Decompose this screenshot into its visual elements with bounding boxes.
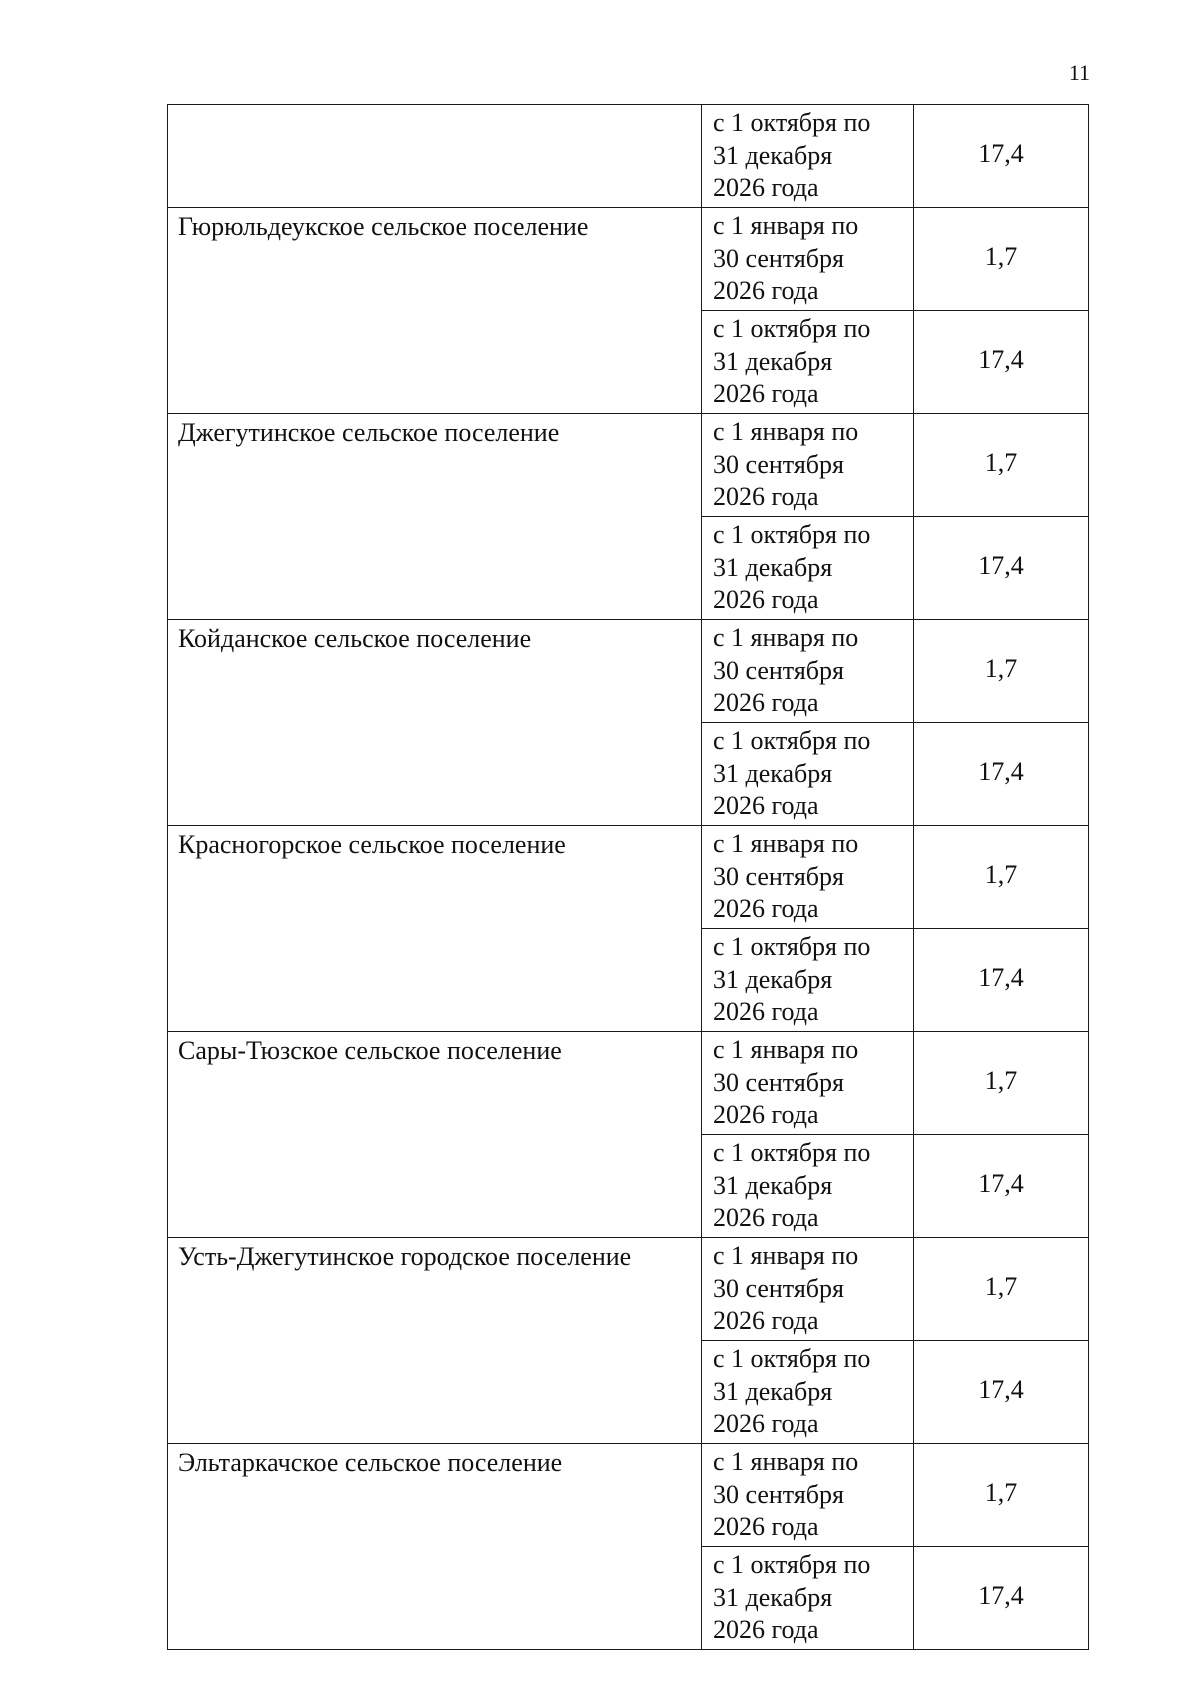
period-line: 30 сентября — [713, 655, 844, 685]
value-cell: 1,7 — [914, 620, 1089, 723]
period-line: с 1 октября по — [713, 314, 871, 343]
settlement-name: Койданское сельское поселение — [168, 620, 702, 826]
table-row — [168, 620, 1089, 723]
period-line: с 1 января по — [713, 1035, 859, 1064]
period-cell — [702, 1341, 914, 1444]
period-line: 2026 года — [713, 379, 819, 408]
period-line: с 1 октября по — [713, 1138, 871, 1167]
period-cell — [702, 105, 914, 208]
period-line: с 1 октября по — [713, 932, 871, 961]
period-cell — [702, 1135, 914, 1238]
value-cell: 1,7 — [914, 1238, 1089, 1341]
period-line: 31 декабря — [713, 1170, 833, 1200]
settlement-name-continued — [168, 105, 702, 208]
settlement-name: Сары-Тюзское сельское поселение — [168, 1032, 702, 1238]
period-line: 2026 года — [713, 173, 819, 202]
period-line: 31 декабря — [713, 552, 833, 582]
period-line: с 1 октября по — [713, 520, 871, 549]
period-line: 2026 года — [713, 997, 819, 1026]
period-line: 31 декабря — [713, 1582, 833, 1612]
period-line: 31 декабря — [713, 964, 833, 994]
period-cell — [702, 311, 914, 414]
value-cell: 17,4 — [914, 1135, 1089, 1238]
period-line: 30 сентября — [713, 1067, 844, 1097]
table-row — [168, 826, 1089, 929]
period-line: 30 сентября — [713, 243, 844, 273]
period-line: 2026 года — [713, 482, 819, 511]
value-cell: 17,4 — [914, 929, 1089, 1032]
period-line: 2026 года — [713, 1409, 819, 1438]
period-line: 2026 года — [713, 688, 819, 717]
period-line: с 1 января по — [713, 623, 859, 652]
period-line: 31 декабря — [713, 758, 833, 788]
period-line: 31 декабря — [713, 1376, 833, 1406]
period-line: с 1 января по — [713, 211, 859, 240]
table-row — [168, 1032, 1089, 1135]
value-cell: 17,4 — [914, 1341, 1089, 1444]
period-line: с 1 октября по — [713, 108, 871, 137]
value-cell: 1,7 — [914, 826, 1089, 929]
period-cell — [702, 620, 914, 723]
settlement-name: Гюрюльдеукское сельское поселение — [168, 208, 702, 414]
period-cell — [702, 208, 914, 311]
period-line: 2026 года — [713, 1306, 819, 1335]
period-line: 2026 года — [713, 1615, 819, 1644]
period-line: с 1 января по — [713, 1447, 859, 1476]
period-line: 30 сентября — [713, 1479, 844, 1509]
period-line: с 1 октября по — [713, 726, 871, 755]
period-line: 2026 года — [713, 894, 819, 923]
table-row — [168, 105, 1089, 208]
period-line: 2026 года — [713, 791, 819, 820]
settlement-name: Красногорское сельское поселение — [168, 826, 702, 1032]
period-line: 2026 года — [713, 585, 819, 614]
period-cell — [702, 414, 914, 517]
value-cell: 17,4 — [914, 1547, 1089, 1650]
period-cell — [702, 1547, 914, 1650]
period-cell — [702, 517, 914, 620]
period-line: с 1 января по — [713, 1241, 859, 1270]
period-cell — [702, 723, 914, 826]
period-line: 30 сентября — [713, 861, 844, 891]
period-cell — [702, 1444, 914, 1547]
value-cell: 1,7 — [914, 414, 1089, 517]
value-cell: 1,7 — [914, 208, 1089, 311]
settlement-name: Джегутинское сельское поселение — [168, 414, 702, 620]
value-cell: 1,7 — [914, 1032, 1089, 1135]
table-row — [168, 1444, 1089, 1547]
period-line: с 1 января по — [713, 417, 859, 446]
period-line: 2026 года — [713, 1512, 819, 1541]
period-cell — [702, 929, 914, 1032]
period-line: с 1 января по — [713, 829, 859, 858]
table-row — [168, 208, 1089, 311]
period-line: 30 сентября — [713, 1273, 844, 1303]
tariff-table — [167, 104, 1089, 1650]
period-cell — [702, 1238, 914, 1341]
period-line: с 1 октября по — [713, 1550, 871, 1579]
value-cell: 17,4 — [914, 517, 1089, 620]
value-cell: 17,4 — [914, 311, 1089, 414]
page-number: 11 — [1068, 60, 1090, 85]
period-cell — [702, 1032, 914, 1135]
period-line: 31 декабря — [713, 346, 833, 376]
value-cell: 17,4 — [914, 105, 1089, 208]
table-row — [168, 1238, 1089, 1341]
period-line: 2026 года — [713, 1203, 819, 1232]
settlement-name: Усть-Джегутинское городское поселение — [168, 1238, 702, 1444]
period-line: 31 декабря — [713, 140, 833, 170]
value-cell: 1,7 — [914, 1444, 1089, 1547]
period-line: с 1 октября по — [713, 1344, 871, 1373]
period-line: 2026 года — [713, 276, 819, 305]
value-cell: 17,4 — [914, 723, 1089, 826]
period-line: 2026 года — [713, 1100, 819, 1129]
table-row — [168, 414, 1089, 517]
settlement-name: Эльтаркачское сельское поселение — [168, 1444, 702, 1650]
period-line: 30 сентября — [713, 449, 844, 479]
period-cell — [702, 826, 914, 929]
